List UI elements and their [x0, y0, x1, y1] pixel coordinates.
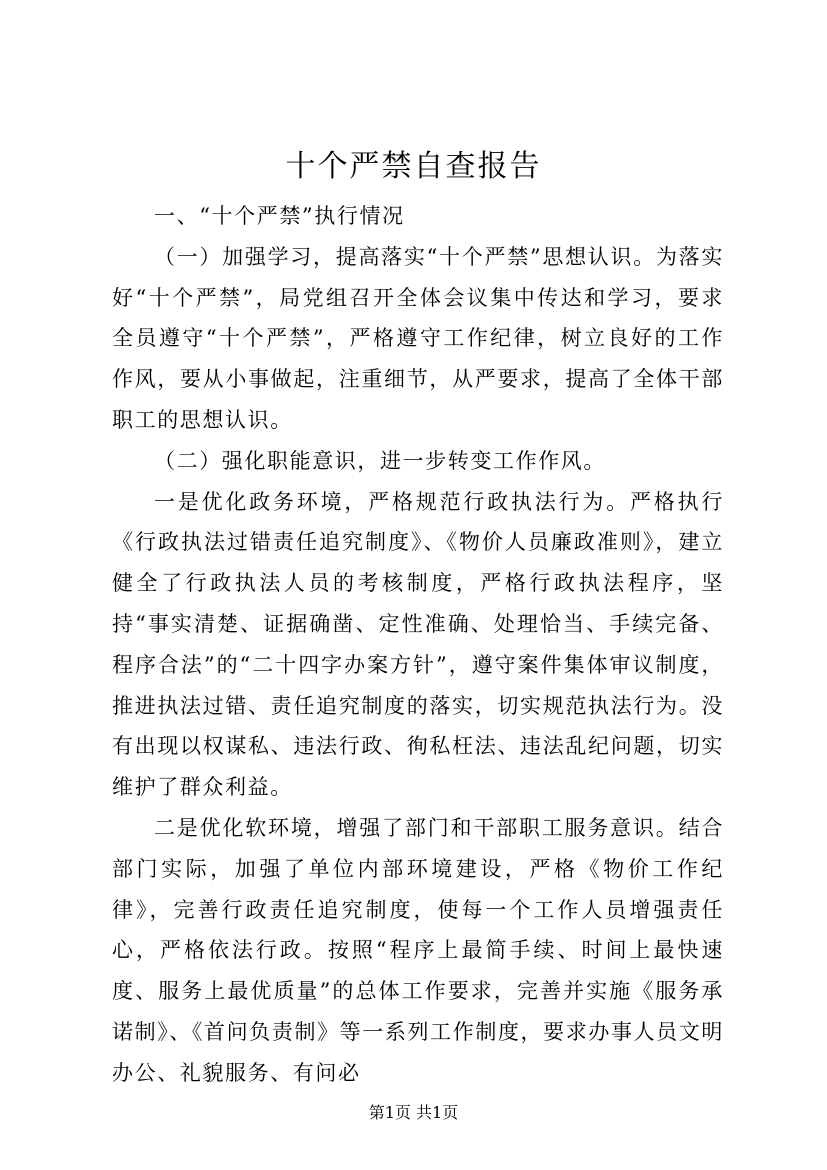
paragraph: （一）加强学习，提高落实“十个严禁”思想认识。为落实好“十个严禁”，局党组召开全体会议集中传达和学习，要求全员遵守“十个严禁”，严格遵守工作纪律，树立良好的工作作风，要从小事做起，注重细节，从严要求，提高了全体干部职工的思想认识。: [112, 244, 724, 432]
page-number-label: 第1页 共1页: [368, 1103, 459, 1122]
section-heading: 一、“十个严禁”执行情况: [154, 204, 405, 228]
document-body: [112, 196, 724, 1094]
paragraph: 一是优化政务环境，严格规范行政执法行为。严格执行《行政执法过错责任追究制度》、《物价人员廉政准则》，建立健全了行政执法人员的考核制度，严格行政执法程序，坚持“事实清楚、证据确凿、定性准确、处理恰当、手续完备、程序合法”的“二十四字办案方针”，遵守案件集体审议制度，推进执法过错、责任追究制度的落实，切实规范执法行为。没有出现以权谋私、违法行政、徇私枉法、违法乱纪问题，切实维护了群众利益。: [112, 489, 724, 800]
document-title: 十个严禁自查报告: [285, 149, 542, 184]
subsection-heading: （二）强化职能意识，进一步转变工作作风。: [154, 448, 606, 473]
page-footer: [0, 1103, 827, 1123]
paragraph: 二是优化软环境，增强了部门和干部职工服务意识。结合部门实际，加强了单位内部环境建设，严格《物价工作纪律》，完善行政责任追究制度，使每一个工作人员增强责任心，严格依法行政。按照“程序上最简手续、时间上最快速度、服务上最优质量”的总体工作要求，完善并实施《服务承诺制》、《首问负责制》等一系列工作制度，要求办事人员文明办公、礼貌服务、有问必: [112, 815, 724, 1085]
